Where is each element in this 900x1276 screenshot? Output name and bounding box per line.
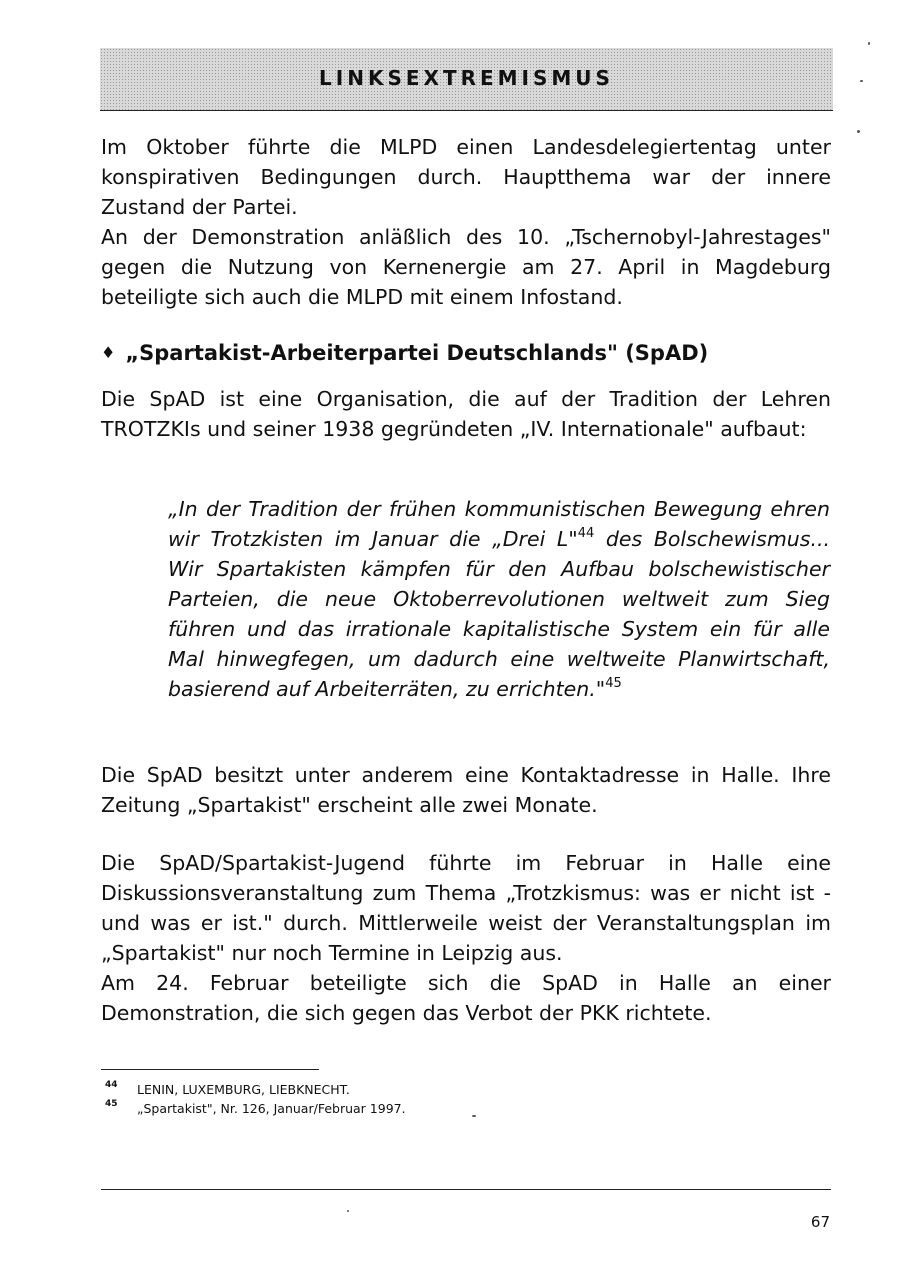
- footnote-divider: [101, 1069, 319, 1070]
- spad-contact-paragraph: [101, 760, 831, 820]
- scan-speck: [860, 80, 863, 82]
- scan-speck: [857, 130, 860, 133]
- page-number: 67: [810, 1213, 830, 1231]
- spad-events-paragraph: [101, 848, 831, 1028]
- spad-heading-text: „Spartakist-Arbeiterpartei Deutschlands" (SpAD): [125, 341, 709, 365]
- mlpd-paragraph: [101, 132, 831, 312]
- scan-speck: [868, 42, 870, 45]
- spad-intro-paragraph: [101, 384, 831, 444]
- section-header-title: LINKSEXTREMISMUS: [319, 66, 614, 90]
- footnotes: [101, 1080, 601, 1118]
- footnote-text: LENIN, LUXEMBURG, LIEBKNECHT.: [137, 1082, 350, 1097]
- scan-speck: [472, 1115, 476, 1117]
- page-bottom-rule: [101, 1189, 831, 1190]
- footnote-number: 45: [105, 1099, 118, 1109]
- footnote-text: „Spartakist", Nr. 126, Januar/Februar 1997.: [137, 1101, 406, 1116]
- spad-intro-text: Die SpAD ist eine Organisation, die auf der Tradition der Lehren TROTZKIs und seiner 1938 gegründeten „IV. Internationale" aufbaut:: [101, 387, 831, 441]
- mlpd-paragraph-line-2: An der Demonstration anläßlich des 10. „Tschernobyl-Jahrestages" gegen die Nutzung von Kernenergie am 27. April in Magdeburg beteiligte sich auch die MLPD mit einem Infostand.: [101, 225, 831, 309]
- spad-contact-text: Die SpAD besitzt unter anderem eine Kontaktadresse in Halle. Ihre Zeitung „Spartakist" erscheint alle zwei Monate.: [101, 763, 831, 817]
- spad-events-line-1: Die SpAD/Spartakist-Jugend führte im Februar in Halle eine Diskussionsveranstaltung zum Thema „Trotzkismus: was er nicht ist - und was er ist." durch. Mittlerweile weist der Veranstaltungsplan im „Spartakist" nur noch Termine in Leipzig aus.: [101, 851, 831, 965]
- footnote-ref-45[interactable]: 45: [605, 676, 622, 691]
- quote-text-part-2: des Bolschewismus... Wir Spartakisten kämpfen für den Aufbau bolschewistischer Parteien, die neue Oktoberrevolutionen weltweit zum Sieg führen und das irrationale kapitalistische System ein für alle Mal hinwegfegen, um dadurch eine weltweite Planwirtschaft, basierend auf Arbeiterräten, zu errichten.": [168, 527, 831, 701]
- footnote-number: 44: [105, 1080, 118, 1090]
- footnote-ref-44[interactable]: 44: [577, 526, 595, 541]
- footnote-44: [101, 1080, 601, 1099]
- spad-section-heading: [101, 338, 831, 368]
- section-header-band: [100, 48, 833, 111]
- footnote-45: [101, 1099, 601, 1118]
- spad-events-line-2: Am 24. Februar beteiligte sich die SpAD in Halle an einer Demonstration, die sich gegen das Verbot der PKK richtete.: [101, 971, 831, 1025]
- mlpd-paragraph-line-1: Im Oktober führte die MLPD einen Landesdelegiertentag unter konspirativen Bedingungen durch. Hauptthema war der innere Zustand der Partei.: [101, 135, 831, 219]
- scan-speck: [347, 1210, 349, 1212]
- spad-quote-block: [168, 494, 830, 704]
- diamond-bullet-icon: ♦: [101, 343, 116, 362]
- quote-text-part-1: „In der Tradition der frühen kommunistischen Bewegung ehren wir Trotzkisten im Januar die „Drei L": [168, 497, 830, 551]
